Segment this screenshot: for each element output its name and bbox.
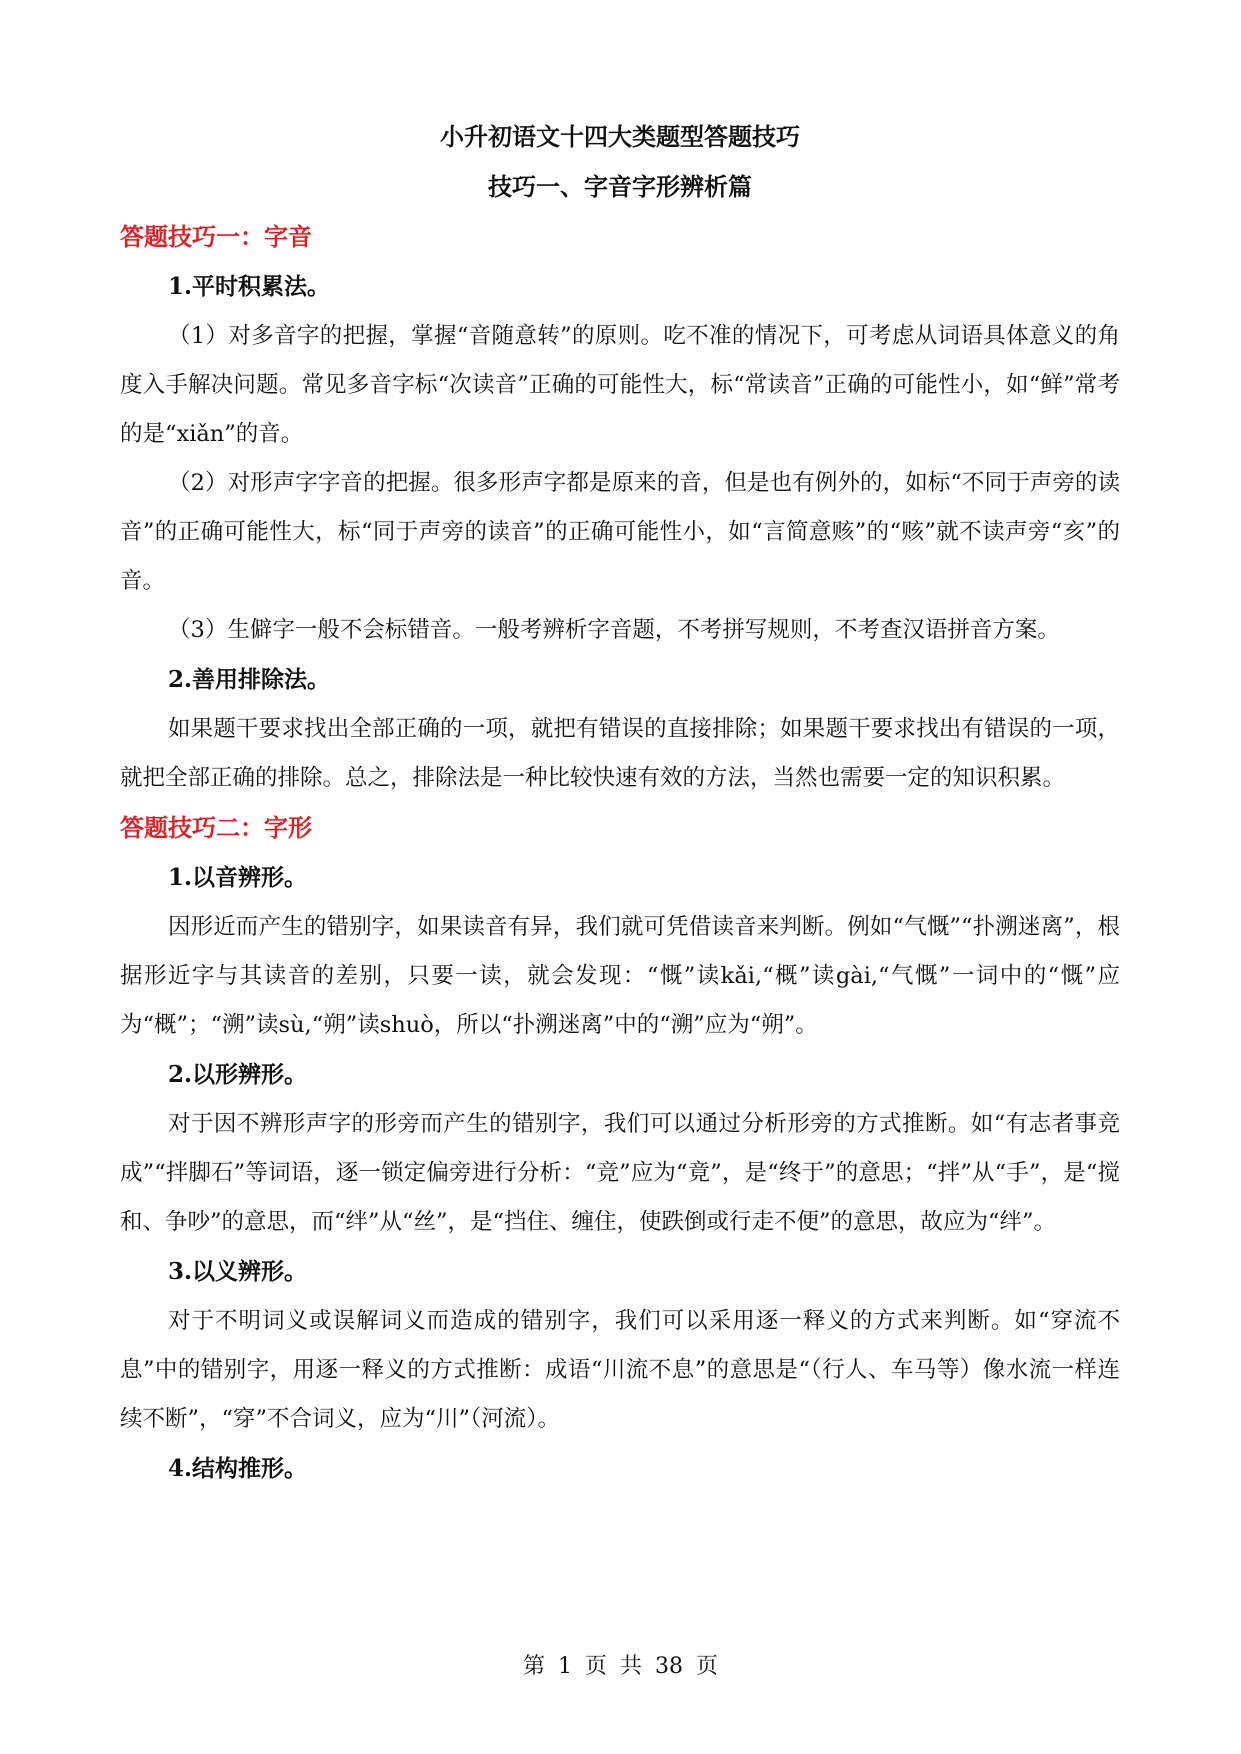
section-heading-glyph: 答题技巧二：字形 (120, 813, 312, 842)
paragraph: （2）对形声字字音的把握。很多形声字都是原来的音，但是也有例外的，如标“不同于声旁的读音”的正确可能性大，标“同于声旁的读音”的正确可能性小，如“言简意赅”的“赅”就不读声旁“亥”的音。 (120, 470, 1120, 594)
page-number-footer: 第 1 页 共 38 页 (523, 1654, 718, 1679)
item-heading: 1.平时积累法。 (168, 273, 331, 300)
item-heading: 1.以音辨形。 (168, 864, 308, 891)
paragraph: 对于因不辨形声字的形旁而产生的错别字，我们可以通过分析形旁的方式推断。如“有志者事竞成”“拌脚石”等词语，逐一锁定偏旁进行分析：“竞”应为“竟”，是“终于”的意思；“拌”从“手”，是“搅和、争吵”的意思，而“绊”从“丝”，是“挡住、缠住，使跌倒或行走不便”的意思，故应为“绊”。 (120, 1111, 1120, 1235)
section-heading-pronunciation: 答题技巧一：字音 (120, 222, 312, 251)
item-heading: 2.以形辨形。 (168, 1061, 308, 1088)
paragraph: （1）对多音字的把握，掌握“音随意转”的原则。吃不准的情况下，可考虑从词语具体意义的角度入手解决问题。常见多音字标“次读音”正确的可能性大，标“常读音”正确的可能性小，如“鲜”常考的是“xiǎn”的音。 (120, 323, 1120, 447)
document-subtitle: 技巧一、字音字形辨析篇 (488, 172, 752, 201)
paragraph: 对于不明词义或误解词义而造成的错别字，我们可以采用逐一释义的方式来判断。如“穿流不息”中的错别字，用逐一释义的方式推断：成语“川流不息”的意思是“（行人、车马等）像水流一样连续不断”，“穿”不合词义，应为“川”（河流）。 (120, 1308, 1120, 1432)
paragraph: 因形近而产生的错别字，如果读音有异，我们就可凭借读音来判断。例如“气慨”“扑溯迷离”，根据形近字与其读音的差别，只要一读，就会发现：“慨”读kǎi,“概”读gài,“气慨”一词中的“慨”应为“概”；“溯”读sù,“朔”读shuò，所以“扑溯迷离”中的“溯”应为“朔”。 (120, 914, 1120, 1038)
document-body (120, 112, 1120, 1494)
paragraph: （3）生僻字一般不会标错音。一般考辨析字音题，不考拼写规则，不考查汉语拼音方案。 (168, 617, 1060, 643)
item-heading: 2.善用排除法。 (168, 666, 331, 693)
item-heading: 4.结构推形。 (168, 1455, 308, 1482)
paragraph: 如果题干要求找出全部正确的一项，就把有错误的直接排除；如果题干要求找出有错误的一项，就把全部正确的排除。总之，排除法是一种比较快速有效的方法，当然也需要一定的知识积累。 (120, 716, 1120, 791)
item-heading: 3.以义辨形。 (168, 1258, 308, 1285)
document-title: 小升初语文十四大类题型答题技巧 (440, 122, 800, 151)
